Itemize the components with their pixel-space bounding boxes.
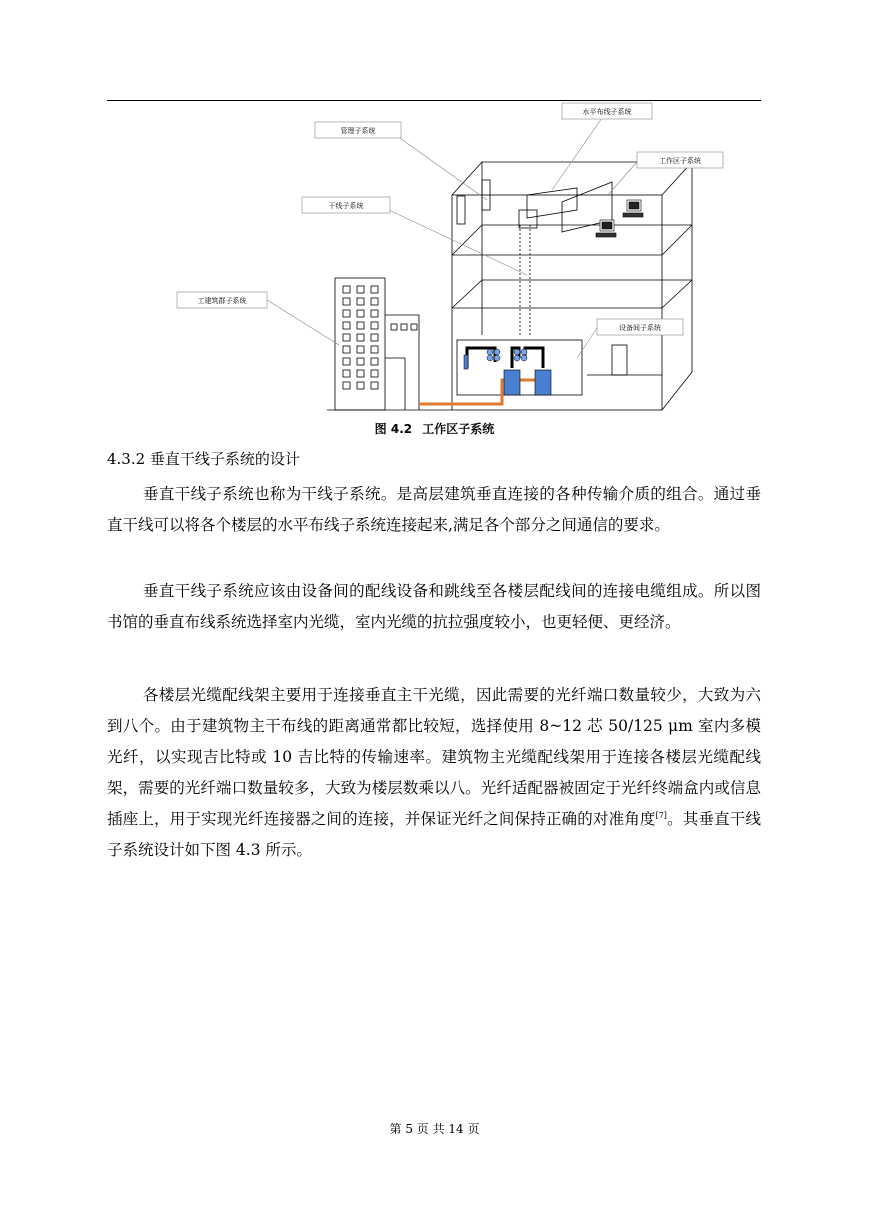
figure-4-2 <box>107 100 761 415</box>
section-heading: 4.3.2 垂直干线子系统的设计 <box>107 450 300 468</box>
caption-number: 图 4.2 <box>374 422 413 436</box>
label-horizontal: 水平布线子系统 <box>582 108 632 116</box>
label-management: 管理子系统 <box>340 127 376 135</box>
paragraph-3 <box>107 680 761 866</box>
figure-caption <box>0 420 869 437</box>
label-equipment: 设备间子系统 <box>619 324 661 332</box>
paragraph-3-body: 各楼层光缆配线架主要用于连接垂直主干光缆，因此需要的光纤端口数量较少，大致为六到八个。由于建筑物主干布线的距离通常都比较短，选择使用 8~12 芯 50/125 μm 室内多模光纤，以实现吉比特或 10 吉比特的传输速率。建筑物主光缆配线架用于连接各楼层光缆配线架，需要的光纤端口数量较多，大致为楼层数乘以八。光纤适配器被固定于光纤终端盒内或信息插座上，用于实现光纤连接器之间的连接，并保证光纤之间保持正确的对准角度 <box>107 686 761 828</box>
window-grid <box>343 286 417 389</box>
caption-title: 工作区子系统 <box>422 422 495 436</box>
paragraph-1: 垂直干线子系统也称为干线子系统。是高层建筑垂直连接的各种传输介质的组合。通过垂直干线可以将各个楼层的水平布线子系统连接起来,满足各个部分之间通信的要求。 <box>107 485 761 534</box>
label-campus: 工建筑群子系统 <box>197 297 247 305</box>
paragraph-3-end: 。其垂直干线子系统设计如下图 4.3 所示。 <box>107 810 761 859</box>
network-diagram <box>107 100 761 415</box>
page-footer: 第 5 页 共 14 页 <box>389 1122 480 1136</box>
cabinet-right <box>535 370 551 395</box>
computer-icon <box>596 200 643 237</box>
paragraph-2: 垂直干线子系统应该由设备间的配线设备和跳线至各楼层配线间的连接电缆组成。所以图书馆的垂直布线系统选择室内光缆，室内光缆的抗拉强度较小，也更轻便、更经济。 <box>107 582 761 631</box>
citation: [7] <box>655 810 667 820</box>
building-outline <box>452 195 662 410</box>
label-backbone: 干线子系统 <box>328 202 364 210</box>
cabinet-left <box>504 370 520 395</box>
label-work-area: 工作区子系统 <box>659 157 701 165</box>
